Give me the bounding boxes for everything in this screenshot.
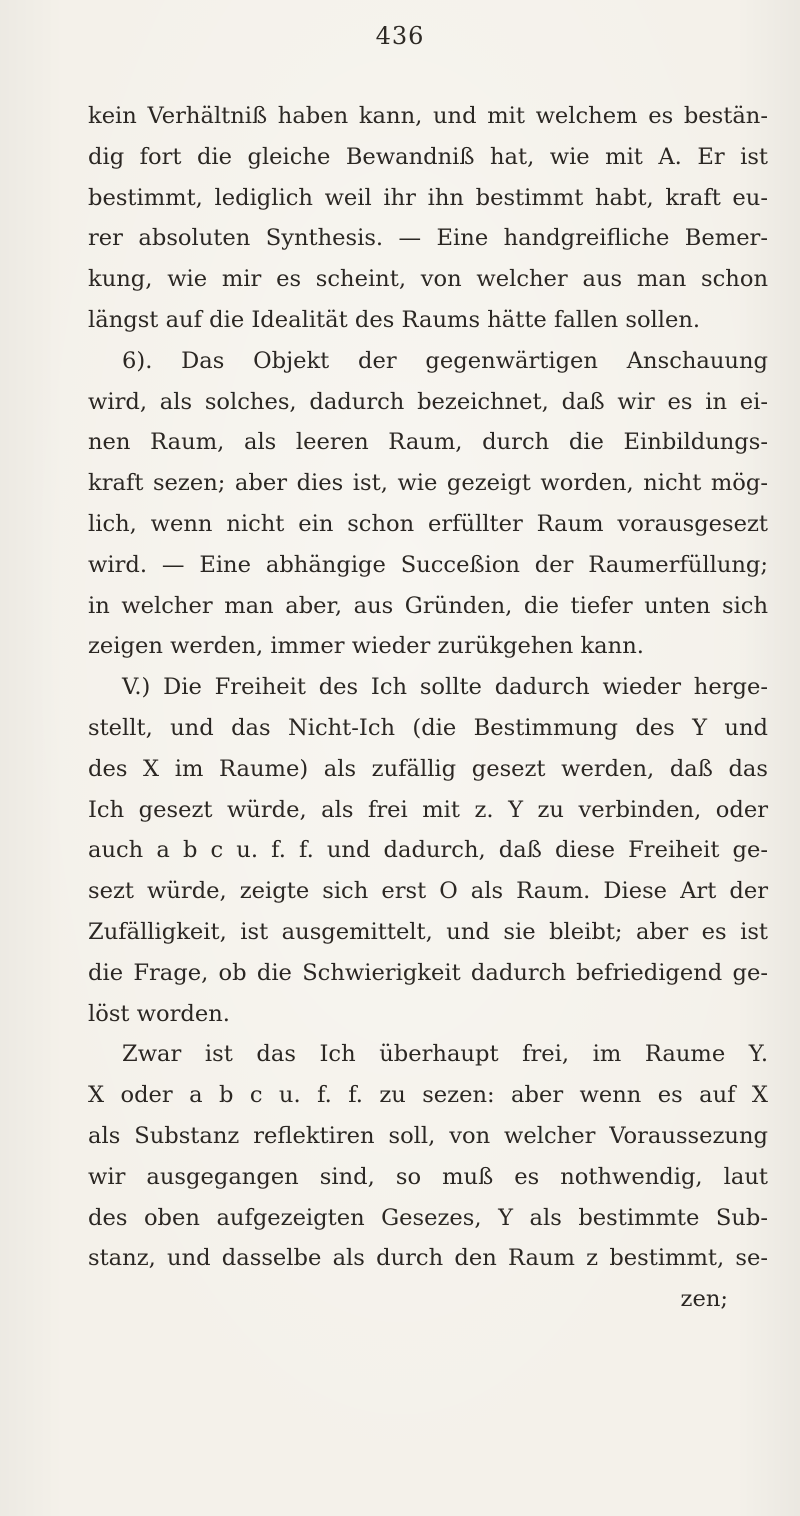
- text-line: wir ausgegangen sind, so muß es nothwendig, laut: [88, 1163, 768, 1190]
- catchword: zen;: [680, 1286, 728, 1313]
- text-line: X oder a b c u. f. f. zu sezen: aber wenn es auf X: [88, 1082, 768, 1109]
- text-line: Ich gesezt würde, als frei mit z. Y zu verbinden, oder: [88, 796, 768, 823]
- body-text: [88, 96, 768, 1320]
- text-line: kraft sezen; aber dies ist, wie gezeigt worden, nicht mög-: [88, 470, 768, 497]
- text-line: nen Raum, als leeren Raum, durch die Einbildungs-: [88, 429, 768, 456]
- text-line: dig fort die gleiche Bewandniß hat, wie mit A. Er ist: [88, 143, 768, 170]
- page-number: 436: [375, 22, 425, 50]
- text-line: die Frage, ob die Schwierigkeit dadurch befriedigend ge-: [88, 959, 768, 986]
- text-line: kung, wie mir es scheint, von welcher aus man schon: [88, 266, 768, 293]
- text-line: wird, als solches, dadurch bezeichnet, daß wir es in ei-: [88, 388, 768, 415]
- text-line: V.) Die Freiheit des Ich sollte dadurch wieder herge-: [122, 674, 768, 701]
- text-line: des oben aufgezeigten Gesezes, Y als bestimmte Sub-: [88, 1204, 768, 1231]
- text-line: Zufälligkeit, ist ausgemittelt, und sie bleibt; aber es ist: [88, 918, 768, 945]
- text-line: Zwar ist das Ich überhaupt frei, im Raume Y.: [122, 1041, 768, 1068]
- text-line: in welcher man aber, aus Gründen, die tiefer unten sich: [88, 592, 768, 619]
- text-line: bestimmt, lediglich weil ihr ihn bestimmt habt, kraft eu-: [88, 184, 768, 211]
- text-line: lich, wenn nicht ein schon erfüllter Raum vorausgesezt: [88, 510, 768, 537]
- text-line: des X im Raume) als zufällig gesezt werden, daß das: [88, 755, 768, 782]
- text-line: stanz, und dasselbe als durch den Raum z bestimmt, se-: [88, 1245, 768, 1272]
- text-line: auch a b c u. f. f. und dadurch, daß diese Freiheit ge-: [88, 837, 768, 864]
- text-line: wird. — Eine abhängige Succeßion der Raumerfüllung;: [88, 551, 768, 578]
- text-line: sezt würde, zeigte sich erst O als Raum. Diese Art der: [88, 878, 768, 905]
- text-line: zeigen werden, immer wieder zurükgehen kann.: [88, 633, 644, 660]
- text-line: stellt, und das Nicht-Ich (die Bestimmung des Y und: [88, 714, 768, 741]
- text-line: längst auf die Idealität des Raums hätte fallen sollen.: [88, 306, 701, 333]
- text-line: löst worden.: [88, 1000, 230, 1027]
- text-line: kein Verhältniß haben kann, und mit welchem es bestän-: [88, 103, 768, 129]
- text-line: als Substanz reflektiren soll, von welcher Voraussezung: [88, 1122, 768, 1149]
- text-line: rer absoluten Synthesis. — Eine handgreifliche Bemer-: [88, 225, 768, 252]
- text-line: 6). Das Objekt der gegenwärtigen Anschauung: [122, 347, 768, 374]
